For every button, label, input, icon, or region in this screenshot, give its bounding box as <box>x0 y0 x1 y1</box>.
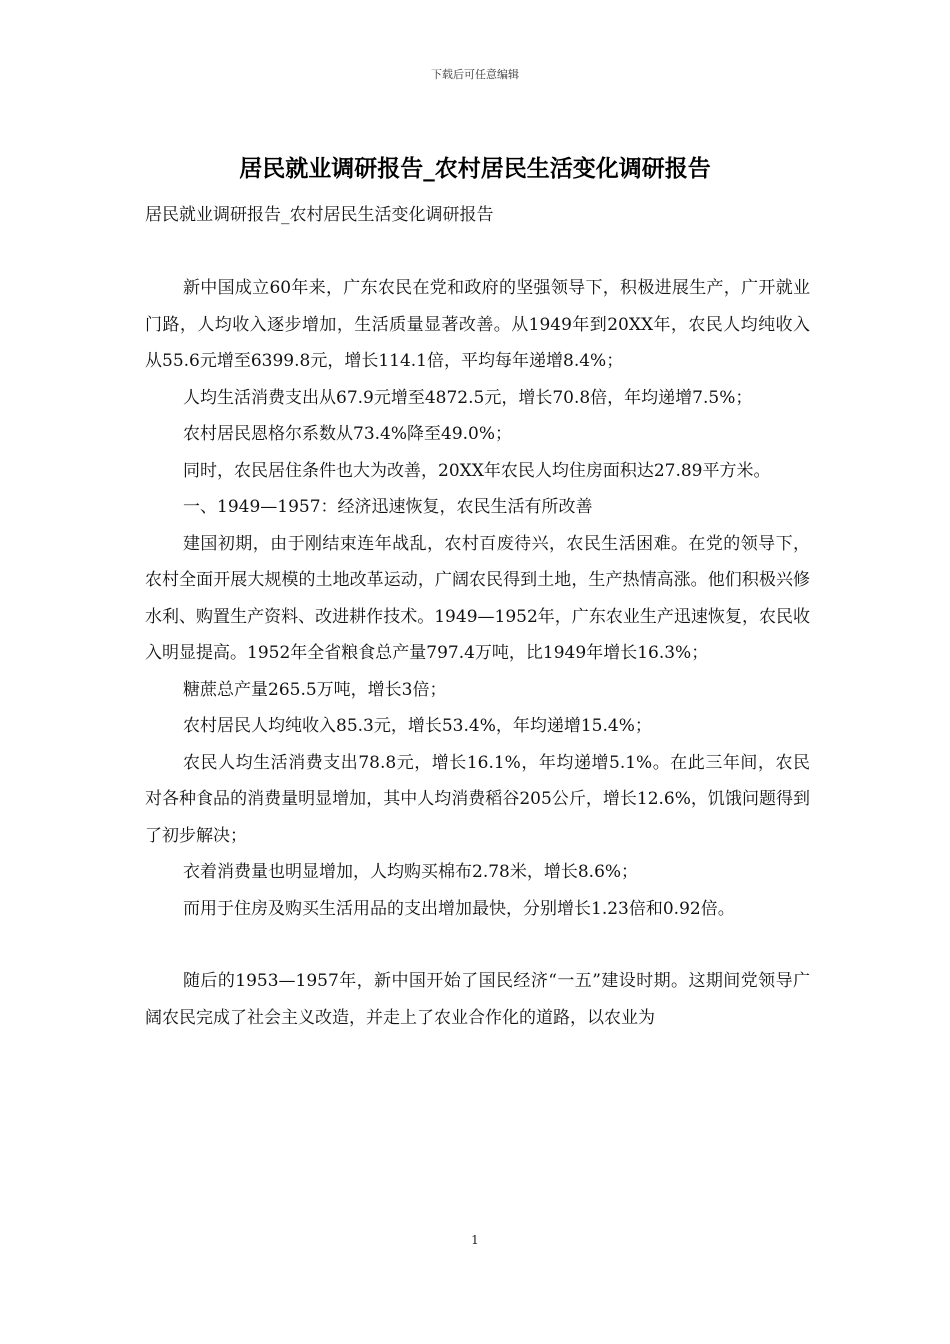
page-number: 1 <box>471 1233 479 1247</box>
paragraph: 而用于住房及购买生活用品的支出增加最快，分别增长1.23倍和0.92倍。 <box>183 898 735 919</box>
paragraph: 农村居民人均纯收入85.3元，增长53.4%，年均递增15.4%； <box>183 716 652 736</box>
paragraph: 新中国成立60年来，广东农民在党和政府的坚强领导下，积极进展生产，广开就业门路，人均收入逐步增加，生活质量显著改善。从1949年到20XX年，农民人均纯收入从55.6元增至6399.8元，增长114.1倍，平均每年递增8.4%； <box>145 278 810 371</box>
paragraph: 农民人均生活消费支出78.8元，增长16.1%，年均递增5.1%。在此三年间，农民对各种食品的消费量明显增加，其中人均消费稻谷205公斤，增长12.6%，饥饿问题得到了初步解决； <box>145 752 810 846</box>
paragraph: 人均生活消费支出从67.9元增至4872.5元，增长70.8倍，年均递增7.5%； <box>183 387 753 408</box>
paragraph: 农村居民恩格尔系数从73.4%降至49.0%； <box>183 424 513 444</box>
paragraph: 衣着消费量也明显增加，人均购买棉布2.78米，增长8.6%； <box>183 862 639 882</box>
document-title: 居民就业调研报告_农村居民生活变化调研报告 <box>239 155 711 182</box>
section-heading: 一、1949—1957：经济迅速恢复，农民生活有所改善 <box>183 497 593 517</box>
paragraph: 糖蔗总产量265.5万吨，增长3倍； <box>183 679 447 700</box>
paragraph: 随后的1953—1957年，新中国开始了国民经济“一五”建设时期。这期间党领导广阔农民完成了社会主义改造，并走上了农业合作化的道路，以农业为 <box>145 971 810 1028</box>
paragraph: 建国初期，由于刚结束连年战乱，农村百废待兴，农民生活困难。在党的领导下，农村全面开展大规模的土地改革运动，广阔农民得到土地，生产热情高涨。他们积极兴修水利、购置生产资料、改进耕作技术。1949—1952年，广东农业生产迅速恢复，农民收入明显提高。1952年全省粮食总产量797.4万吨，比1949年增长16.3%； <box>145 533 810 663</box>
body-text <box>145 270 810 1036</box>
paragraph: 同时，农民居住条件也大为改善，20XX年农民人均住房面积达27.89平方米。 <box>183 460 771 481</box>
header-note: 下载后可任意编辑 <box>431 68 519 81</box>
document-subtitle: 居民就业调研报告_农村居民生活变化调研报告 <box>145 205 494 225</box>
